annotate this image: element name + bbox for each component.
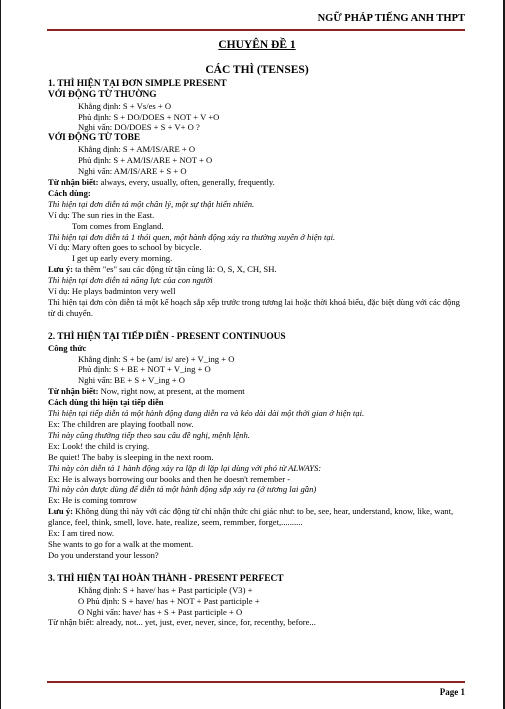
usage-note: Thì hiện tại tiếp diễn tả một hành động đang diễn ra và kéo dài dài một thời gian ở hiện tại. bbox=[48, 408, 365, 419]
signal-words: Từ nhận biết: Now, right now, at present, at the moment bbox=[48, 386, 245, 397]
subheading-regular-verbs: VỚI ĐỘNG TỪ THƯỜNG bbox=[48, 89, 157, 100]
page-number: Page 1 bbox=[439, 687, 465, 697]
formula-heading: Công thức bbox=[48, 342, 87, 353]
formula-negative: O Phủ định: S + have/ has + NOT + Past participle + bbox=[78, 595, 260, 606]
formula-question: Nghi vấn: DO/DOES + S + V+ O ? bbox=[78, 122, 200, 133]
chapter-title: CHUYÊN ĐỀ 1 bbox=[218, 39, 296, 51]
example-line: Do you understand your lesson? bbox=[48, 549, 159, 560]
formula-negative: Phủ định: S + DO/DOES + NOT + V +O bbox=[78, 111, 220, 122]
example-line: Ex: The children are playing football now. bbox=[48, 419, 194, 429]
usage-heading: Cách dùng thì hiện tại tiếp diễn bbox=[48, 397, 164, 408]
usage-note: Thì này còn diễn tả 1 hành động xảy ra lặp đi lặp lại dùng với phó từ ALWAYS: bbox=[48, 462, 322, 473]
usage-note: Thì hiện tại đơn diễn tả 1 thói quen, một hành động xảy ra thường xuyên ở hiện tại. bbox=[48, 231, 336, 242]
formula-negative: Phủ định: S + AM/IS/ARE + NOT + O bbox=[78, 155, 213, 166]
formula-affirmative: Khẳng định: S + be (am/ is/ are) + V_ing + O bbox=[78, 353, 235, 364]
example-line: Ví dụ: Mary often goes to school by bicycle. bbox=[48, 242, 202, 253]
subheading-tobe: VỚI ĐỘNG TỪ TOBE bbox=[48, 133, 141, 144]
note-line: Lưu ý: Không dùng thì này với các động từ chỉ nhận thức chi giác như: to be, see, hear, understand, know, like, want, glance, feel, think, smell, love. hate, realize, seem, remmber, forget,.......... bbox=[48, 506, 454, 528]
running-header: NGỮ PHÁP TIẾNG ANH THPT bbox=[317, 13, 465, 24]
formula-question: Nghi vấn: BE + S + V_ing + O bbox=[78, 375, 186, 386]
usage-heading: Cách dùng: bbox=[48, 187, 91, 198]
example-line: Tom comes from England. bbox=[72, 220, 164, 231]
example-line: Ex: Look! the child is crying. bbox=[48, 440, 150, 451]
formula-affirmative: Khẳng định: S + Vs/es + O bbox=[78, 100, 172, 111]
example-line: Ví dụ: He plays badminton very well bbox=[48, 286, 176, 297]
note-line: Lưu ý: ta thêm "es" sau các động từ tận cùng là: O, S, X, CH, SH. bbox=[48, 264, 277, 275]
formula-question: O Nghi vấn: have/ has + S + Past participle + O bbox=[78, 606, 243, 617]
header-rule bbox=[47, 29, 465, 31]
example-line: Be quiet! The baby is sleeping in the next room. bbox=[48, 451, 214, 462]
formula-question: Nghi vấn: AM/IS/ARE + S + O bbox=[78, 166, 187, 177]
section-heading-3: 3. THÌ HIỆN TẠI HOÀN THÀNH - PRESENT PERFECT bbox=[48, 573, 284, 584]
example-line: Ví dụ: The sun ries in the East. bbox=[48, 209, 155, 220]
formula-negative: Phủ định: S + BE + NOT + V_ing + O bbox=[78, 364, 211, 375]
formula-affirmative: Khẳng định: S + have/ has + Past participle (V3) + bbox=[78, 584, 253, 595]
usage-note: Thì hiện tại đơn còn diễn tả một kế hoạch sắp xếp trước trong tương lai hoặc thời khoá biểu, đặc biệt dùng với các động từ di chuyển. bbox=[48, 296, 460, 318]
formula-affirmative: Khẳng định: S + AM/IS/ARE + O bbox=[78, 144, 196, 155]
section-heading-2: 2. THÌ HIỆN TẠI TIẾP DIỄN - PRESENT CONTINUOUS bbox=[48, 331, 286, 342]
chapter-subtitle: CÁC THÌ (TENSES) bbox=[205, 63, 309, 76]
usage-note: Thì này cũng thường tiếp theo sau câu đề nghị, mệnh lệnh. bbox=[48, 429, 250, 440]
signal-words: Từ nhận biết: already, not... yet, just, ever, never, since, for, recenthy, before... bbox=[48, 617, 316, 628]
signal-words: Từ nhận biết: always, every, usually, often, generally, frequently. bbox=[48, 176, 275, 187]
page-border-left bbox=[0, 0, 1, 709]
usage-note: Thì này còn được dùng để diễn tả một hành động sắp xảy ra (ở tương lai gần) bbox=[48, 484, 317, 495]
document-body bbox=[48, 40, 466, 628]
example-line: Ex: He is coming tomrow bbox=[48, 495, 137, 506]
example-line: She wants to go for a walk at the moment. bbox=[48, 538, 194, 549]
example-line: I get up early every morning. bbox=[72, 253, 173, 264]
example-line: Ex: He is always borrowing our books and then he doesn't remember - bbox=[48, 473, 291, 484]
footer-rule bbox=[47, 681, 465, 683]
usage-note: Thì hiện tại đơn diễn tả năng lực của con người bbox=[48, 275, 213, 286]
usage-note: Thì hiện tại đơn diễn tả một chân lý, một sự thật hiển nhiên. bbox=[48, 198, 255, 209]
section-heading-1: 1. THÌ HIỆN TẠI ĐƠN SIMPLE PRESENT bbox=[48, 78, 227, 89]
example-line: Ex: I am tired now. bbox=[48, 528, 115, 539]
